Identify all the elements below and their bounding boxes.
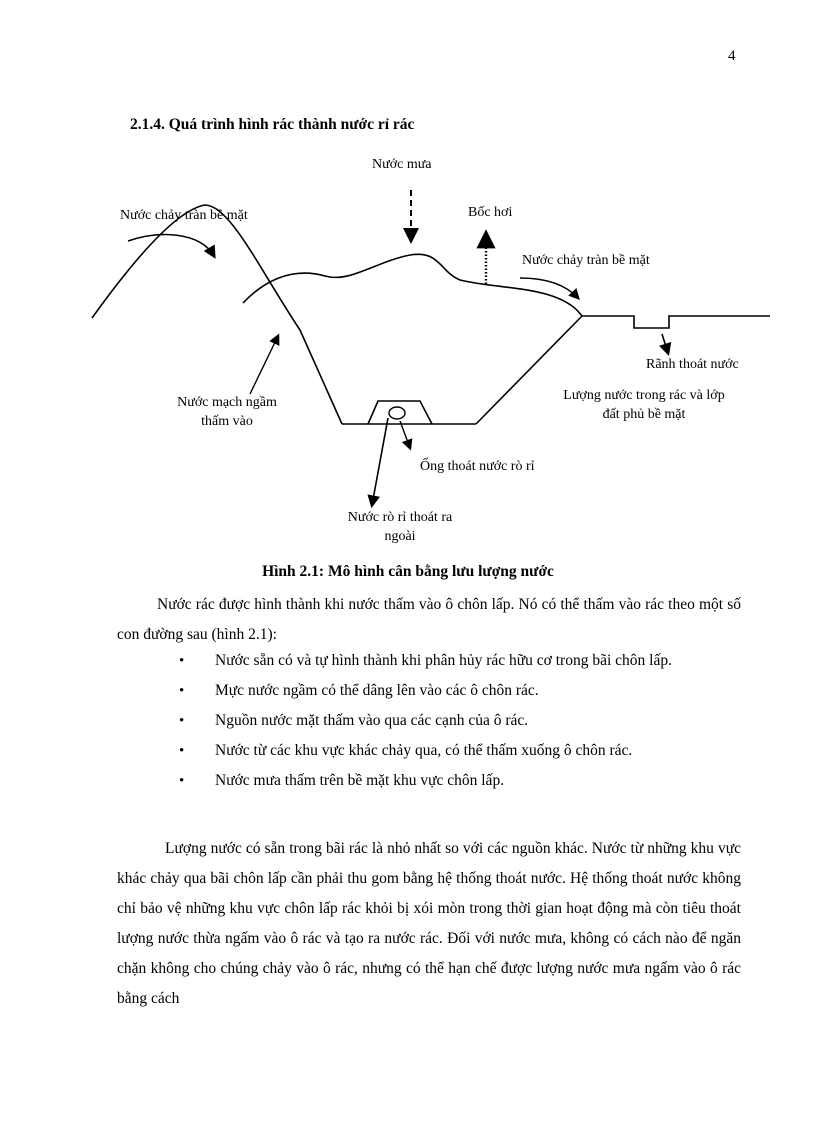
label-runoff-left: Nước chảy tràn bề mặt bbox=[120, 208, 248, 223]
label-leachate-out-line1: Nước rò rỉ thoát ra bbox=[347, 510, 453, 525]
bullet-dot-icon: • bbox=[179, 773, 185, 789]
leachate-pipe-pointer bbox=[400, 421, 410, 448]
section-heading: 2.1.4. Quá trình hình rác thành nước rỉ rác bbox=[130, 116, 415, 133]
label-waste-water bbox=[540, 386, 748, 424]
list-item: • Nước mưa thấm trên bề mặt khu vực chôn lấp. bbox=[117, 766, 741, 796]
label-runoff-right: Nước chảy tràn bề mặt bbox=[522, 253, 650, 268]
list-item: • Nguồn nước mặt thấm vào qua các cạnh của ô rác. bbox=[117, 706, 741, 736]
label-waste-water-line2: đất phủ bề mặt bbox=[602, 407, 686, 422]
label-leachate-pipe: Ống thoát nước rò rỉ bbox=[420, 459, 535, 474]
label-leachate-out bbox=[323, 508, 477, 546]
list-item: • Mực nước ngầm có thể dâng lên vào các ô chôn rác. bbox=[117, 676, 741, 706]
list-item: • Nước từ các khu vực khác chảy qua, có thể thấm xuống ô chôn rác. bbox=[117, 736, 741, 766]
figure-caption: Hình 2.1: Mô hình cân bằng lưu lượng nước bbox=[262, 563, 554, 580]
bullet-dot-icon: • bbox=[179, 713, 185, 729]
bullet-dot-icon: • bbox=[179, 653, 185, 669]
label-leachate-out-line2: ngoài bbox=[384, 529, 416, 544]
intro-paragraph: Nước rác được hình thành khi nước thấm vào ô chôn lấp. Nó có thể thấm vào rác theo một số con đường sau (hình 2.1): bbox=[117, 596, 741, 643]
bullet-dot-icon: • bbox=[179, 743, 185, 759]
label-waste-water-line1: Lượng nước trong rác và lớp bbox=[563, 388, 725, 403]
list-item: • Nước sẵn có và tự hình thành khi phân hủy rác hữu cơ trong bãi chôn lấp. bbox=[117, 646, 741, 676]
leachate-pipe bbox=[389, 407, 405, 419]
label-evaporation: Bốc hơi bbox=[468, 205, 513, 220]
label-groundwater-line2: thấm vào bbox=[201, 414, 253, 429]
drain-channel-pointer bbox=[662, 334, 668, 353]
label-rain: Nước mưa bbox=[372, 157, 432, 172]
runoff-left-arrow bbox=[128, 235, 214, 256]
leachate-out-arrow bbox=[372, 418, 388, 505]
ground-profile-left bbox=[92, 205, 342, 424]
label-groundwater-line1: Nước mạch ngầm bbox=[177, 395, 277, 410]
bullet-dot-icon: • bbox=[179, 683, 185, 699]
bullet-list bbox=[117, 646, 741, 796]
water-balance-diagram bbox=[0, 0, 816, 560]
leachate-pipe-housing bbox=[368, 401, 432, 424]
groundwater-pointer bbox=[250, 336, 278, 394]
label-groundwater bbox=[160, 393, 294, 431]
page-number: 4 bbox=[728, 48, 736, 64]
closing-paragraph: Lượng nước có sẵn trong bãi rác là nhỏ nhất so với các nguồn khác. Nước từ những khu vực khác chảy qua bãi chôn lấp cần phải thu gom bằng hệ thống thoát nước. Hệ thống thoát nước không chỉ bảo vệ những khu vực chôn lấp rác khỏi bị xói mòn trong thời gian hoạt động mà còn tiêu thoát lượng nước thừa ngấm vào ô rác và tạo ra nước rác. Đối với nước mưa, không có cách nào để ngăn chặn không cho chúng chảy vào ô rác, nhưng có thể hạn chế được lượng nước mưa ngấm vào ô rác bằng cách bbox=[117, 840, 741, 1007]
ground-profile-right bbox=[582, 316, 770, 328]
label-drain-channel: Rãnh thoát nước bbox=[646, 357, 739, 372]
